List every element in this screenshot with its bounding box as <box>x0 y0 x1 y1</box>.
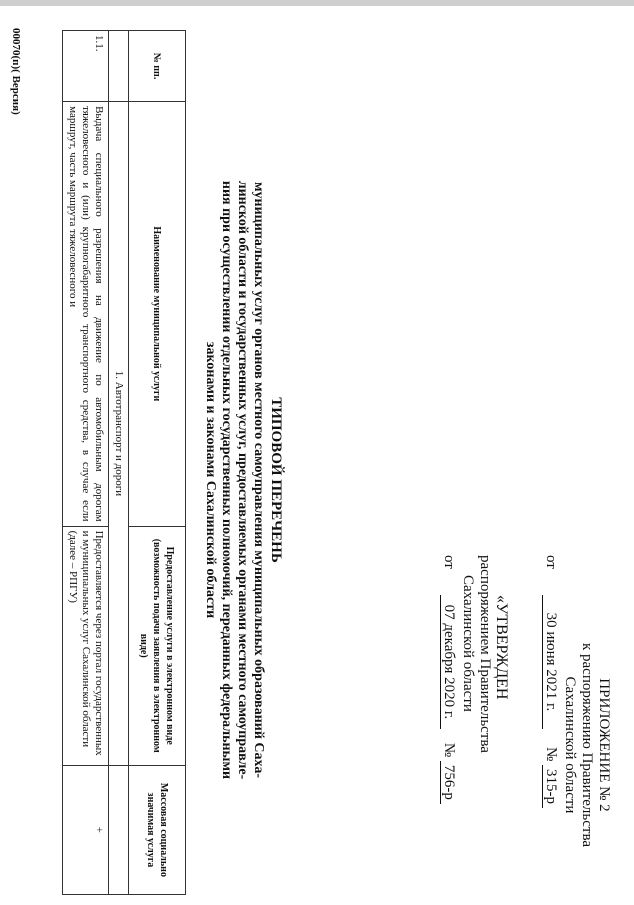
appendix-line-2: Сахалинской области <box>562 676 578 814</box>
scan-edge-mark <box>0 0 634 6</box>
section-title: 1. Автотранспорт и дороги <box>109 102 129 766</box>
appendix-number: 315-р <box>542 765 559 808</box>
approved-number: 756-р <box>440 761 457 804</box>
appendix-no: № <box>543 746 559 762</box>
document-title: ТИПОВОЙ ПЕРЕЧЕНЬ <box>268 397 284 563</box>
approved-line-2: Сахалинской области <box>460 575 476 712</box>
appendix-block <box>440 555 612 895</box>
header-num: № пп. <box>129 31 186 102</box>
appendix-from: от <box>543 555 559 569</box>
section-spacer <box>109 31 129 102</box>
header-electronic: Предоставление услуги в электронном виде (возможность подачи заявления в электронном виде) <box>129 526 186 765</box>
section-spacer <box>109 765 129 894</box>
row-electronic: Предоставляется через портал государственных и муниципальных услуг Сахалинской области (далее – РПГУ) <box>63 526 109 765</box>
appendix-title: ПРИЛОЖЕНИЕ № 2 <box>596 678 612 812</box>
version-footer: 00070(п)( Версия) <box>10 28 22 115</box>
approved-date-line <box>440 555 457 895</box>
document-subtitle-line-4: законами и законами Сахалинской области <box>203 341 218 619</box>
approved-no: № <box>441 742 457 758</box>
table-header-row <box>129 31 186 895</box>
document-title-block <box>202 170 284 790</box>
header-name: Наименование муниципальной услуги <box>129 102 186 526</box>
approved-line-1: распоряжением Правительства <box>477 555 493 753</box>
table-row <box>63 31 109 895</box>
document-subtitle-line-1: муниципальных услуг органов местного самоуправления муниципальных образований Саха- <box>251 181 266 779</box>
approved-block <box>440 555 510 895</box>
document-subtitle-line-2: линской области и государственных услуг, предоставляемых органами местного самоуправле- <box>235 180 250 780</box>
approved-title: «УТВЕРЖДЕН <box>493 595 510 700</box>
appendix-date-line <box>542 555 559 895</box>
row-mass: + <box>63 765 109 894</box>
header-mass: Массовая социально значимая услуга <box>129 765 186 894</box>
document-subtitle-line-3: ния при осуществлении отдельных государственных полномочий, переданных федеральными <box>219 180 234 780</box>
approved-date: 07 декабря 2020 г. <box>440 595 457 730</box>
table-section-row <box>109 31 129 895</box>
services-table <box>62 30 186 895</box>
approved-from: от <box>441 555 457 569</box>
row-name: Выдача специального разрешения на движение по автомобильным дорогам тяжеловесного и (или) крупногабаритного транспортного средства, в случае если маршрут, часть маршрута тяжеловесного и <box>63 102 109 526</box>
appendix-line-1: к распоряжению Правительства <box>579 642 595 847</box>
appendix-date: 30 июня 2021 г. <box>542 595 559 730</box>
row-num: 1.1. <box>63 31 109 102</box>
